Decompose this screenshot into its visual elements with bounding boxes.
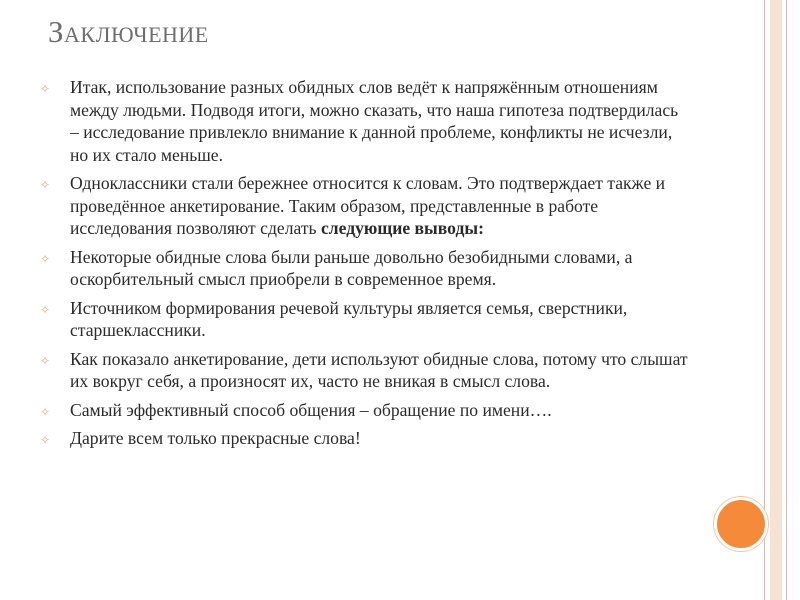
bullet-item — [40, 297, 690, 342]
bullet-star-icon: ✧ — [40, 433, 51, 447]
bullet-text: Итак, использование разных обидных слов ведёт к напряжённым отношениям между людьми. Подводя итоги, можно сказать, что наша гипотеза подтвердилась – исследование привлекло внимание к данной проблеме, конфликты не исчезли, но их стало меньше. — [70, 77, 679, 165]
bullet-text: Некоторые обидные слова были раньше довольно безобидными словами, а оскорбительный смысл приобрели в современное время. — [70, 246, 633, 289]
bullet-star-icon: ✧ — [40, 82, 51, 96]
bullet-star-icon: ✧ — [40, 302, 51, 317]
bullet-star-icon: ✧ — [40, 404, 51, 419]
bullet-text: Одноклассники стали бережнее относится к словам. Это подтверждает также и проведённое анкетирование. Таким образом, представленные в работе исследования позволяют сделать — [70, 173, 666, 238]
bullet-list — [40, 76, 690, 456]
bullet-text: Источником формирования речевой культуры является семья, сверстники, старшеклассники. — [70, 297, 628, 340]
bullet-star-icon: ✧ — [40, 251, 51, 266]
slide-title: Заключение — [48, 14, 209, 49]
bullet-text: Самый эффективный способ общения – обращение по имени…. — [70, 399, 552, 420]
bullet-star-icon: ✧ — [40, 178, 51, 192]
bullet-bold-text: следующие выводы: — [320, 218, 484, 238]
bullet-item — [40, 399, 690, 422]
bullet-item — [40, 427, 690, 450]
right-rail-line-inner — [786, 0, 787, 600]
bullet-item — [40, 348, 690, 393]
orange-circle-decoration — [714, 497, 768, 551]
bullet-item — [40, 246, 690, 291]
bullet-text: Дарите всем только прекрасные слова! — [70, 428, 361, 448]
bullet-item — [40, 172, 690, 240]
bullet-item — [40, 76, 690, 166]
bullet-text: Как показало анкетирование, дети используют обидные слова, потому что слышат их вокруг себя, а произносят их, часто не вникая в смысл слова. — [70, 348, 688, 391]
bullet-star-icon: ✧ — [40, 353, 51, 368]
right-rail-band — [770, 0, 782, 600]
